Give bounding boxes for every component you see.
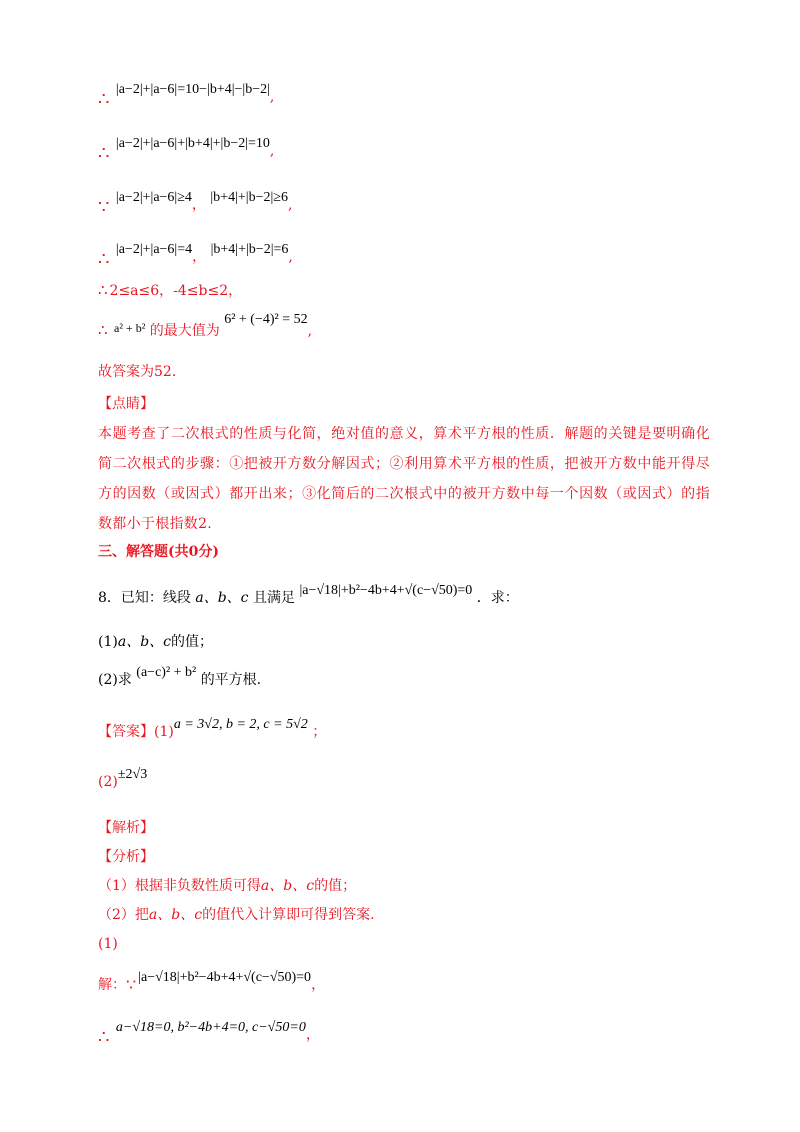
answer-label: 【答案】 (98, 724, 154, 740)
derivation-line-5 (98, 280, 242, 301)
solution-end: ， (311, 977, 326, 993)
heading-text: 【点睛】 (98, 396, 154, 412)
question-text: 的平方根. (200, 672, 262, 688)
dianjing-heading (98, 394, 154, 414)
part-number: (1) (98, 936, 118, 952)
inequality-a: |a−2|+|a−6|≥4 (115, 190, 192, 205)
problem-suffix: ．求： (476, 590, 519, 606)
therefore-symbol: ∴ (98, 249, 110, 270)
heading-text: 【分析】 (98, 849, 154, 865)
range-text: 2≤a≤6，-4≤b≤2， (109, 283, 243, 299)
therefore-symbol: ∴ (98, 89, 110, 110)
therefore-symbol: ∴ (98, 1027, 110, 1048)
derivation-line-6: ∴ a² + b² 的最大值为 6² + (−4)² = 52, (98, 312, 313, 339)
section-title-text: 三、解答题(共0分) (98, 544, 219, 560)
answer-expression: ±2√3 (117, 767, 148, 782)
answer-line-1 (98, 717, 327, 743)
equation-b: |b+4|+|b−2|=6 (210, 242, 289, 257)
solution-line-1 (98, 970, 326, 996)
final-answer-line (98, 362, 186, 382)
question-1 (98, 632, 213, 652)
because-symbol: ∵ (98, 197, 110, 218)
answer-number: (2) (98, 774, 118, 790)
question-2 (98, 665, 262, 691)
point-text: （2）把 (98, 907, 149, 923)
final-answer-text: 故答案为52． (98, 364, 186, 380)
point-vars: a、b、c (260, 878, 315, 894)
answer-end: ； (312, 724, 327, 740)
therefore-symbol: ∴ (98, 143, 110, 164)
derivation-line-3: ∵ |a−2|+|a−6|≥4， |b+4|+|b−2|≥6, (98, 190, 293, 218)
equation: |a−2|+|a−6|=10−|b+4|−|b−2| (115, 82, 270, 97)
expression: a² + b² (114, 321, 146, 335)
therefore-symbol: ∴ (98, 281, 108, 299)
derivation-line-4: ∴ |a−2|+|a−6|=4， |b+4|+|b−2|=6, (98, 242, 293, 270)
equation: |a−2|+|a−6|+|b+4|+|b−2|=10 (115, 136, 270, 151)
question-text: 的值； (171, 634, 213, 650)
solution-result: a−√18=0, b²−4b+4=0, c−√50=0 (115, 1020, 306, 1035)
section-title (98, 542, 219, 562)
problem-vars: a、b、c (195, 590, 249, 606)
answer-number: (1) (154, 724, 174, 740)
question-vars: a、b、c (117, 634, 171, 650)
problem-prefix: 8．已知：线段 (98, 590, 191, 606)
solution-part-number (98, 934, 118, 954)
analysis-subheading (98, 847, 154, 867)
problem-equation: |a−√18|+b²−4b+4+√(c−√50)=0 (299, 583, 473, 598)
max-value-equation: 6² + (−4)² = 52 (224, 312, 308, 327)
question-number: (1) (98, 634, 118, 650)
inequality-b: |b+4|+|b−2|≥6 (210, 190, 288, 205)
problem-condition: 且满足 (252, 590, 295, 606)
therefore-symbol: ∴ (98, 321, 108, 339)
because-symbol: ∵ (126, 975, 137, 994)
question-expression: (a−c)² + b² (136, 665, 197, 680)
max-value-text: 的最大值为 (149, 323, 220, 339)
heading-text: 【解析】 (98, 820, 154, 836)
analysis-heading (98, 818, 154, 838)
solution-equation: |a−√18|+b²−4b+4+√(c−√50)=0 (138, 970, 312, 985)
analysis-point-2 (98, 905, 375, 925)
point-text: 的值； (314, 878, 357, 894)
point-text: （1）根据非负数性质可得 (98, 878, 261, 894)
derivation-line-1: ∴ |a−2|+|a−6|=10−|b+4|−|b−2|, (98, 82, 275, 110)
solution-label: 解： (98, 977, 126, 993)
answer-expression: a = 3√2, b = 2, c = 5√2 (173, 717, 308, 732)
solution-end: ， (305, 1027, 320, 1043)
analysis-point-1 (98, 876, 356, 896)
point-text: 的值代入计算即可得到答案. (202, 907, 375, 923)
dianjing-body: 本题考查了二次根式的性质与化简，绝对值的意义，算术平方根的性质．解题的关键是要明确化简二次根式的步骤：①把被开方数分解因式；②利用算术平方根的性质，把被开方数中能开得尽方的因数（或因式）都开出来；③化简后的二次根式中的被开方数中每一个因数（或因式）的指数都小于根指数2. (98, 426, 710, 532)
answer-line-2 (98, 767, 148, 793)
question-number: (2)求 (98, 672, 132, 688)
solution-line-2 (98, 1020, 320, 1048)
derivation-line-2: ∴ |a−2|+|a−6|+|b+4|+|b−2|=10, (98, 136, 275, 164)
equation-a: |a−2|+|a−6|=4 (115, 242, 193, 257)
point-vars: a、b、c (148, 907, 203, 923)
problem-statement (98, 583, 519, 609)
